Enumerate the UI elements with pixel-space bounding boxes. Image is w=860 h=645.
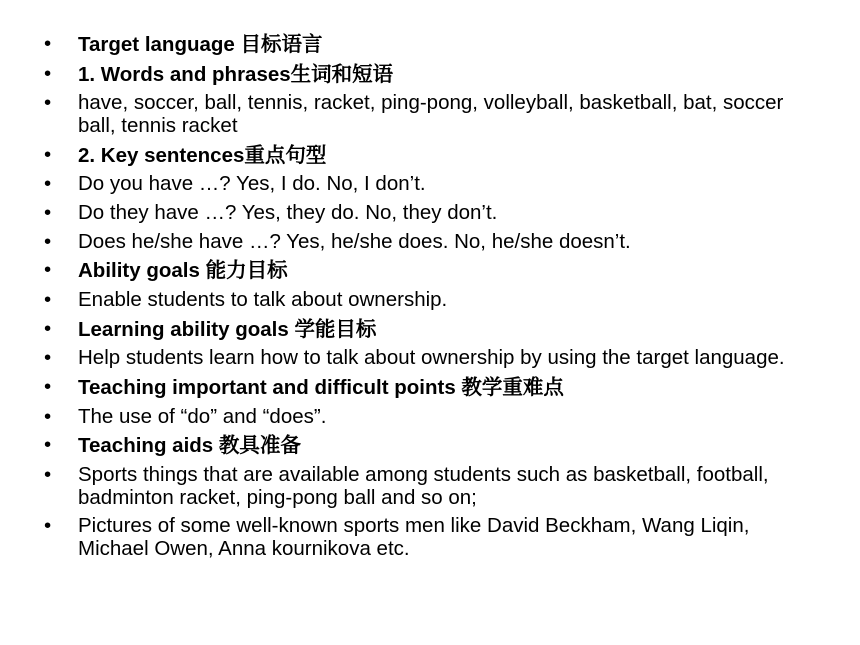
item-text: 2. Key sentences	[78, 143, 245, 167]
bullet-dot: •	[44, 316, 52, 340]
list-item	[44, 259, 814, 283]
item-text: Pictures of some well-known sports men like David Beckham, Wang Liqin, Michael Owen, Anna kournikova etc.	[78, 514, 750, 560]
list-item	[44, 376, 814, 400]
item-text: Do you have …? Yes, I do. No, I don’t.	[78, 172, 426, 196]
item-text: Does he/she have …? Yes, he/she does. No, he/she doesn’t.	[78, 229, 631, 253]
item-text: Enable students to talk about ownership.	[78, 288, 448, 311]
list-item	[44, 515, 814, 560]
item-text: Learning ability goals	[78, 317, 295, 341]
list-item	[44, 173, 814, 196]
item-text: Teaching important and difficult points	[78, 376, 462, 400]
bullet-dot: •	[44, 200, 52, 224]
item-text-cjk: 教具准备	[218, 433, 301, 458]
bullet-dot: •	[44, 404, 52, 428]
list-item	[44, 318, 814, 342]
item-text: have, soccer, ball, tennis, racket, ping-pong, volleyball, basketball, bat, soccer ball, tennis racket	[78, 91, 784, 137]
list-item	[44, 231, 814, 254]
bullet-dot: •	[44, 172, 52, 196]
list-item	[44, 347, 814, 370]
item-text: Do they have …? Yes, they do. No, they don’t.	[78, 200, 498, 224]
bullet-dot: •	[44, 229, 52, 253]
item-text-cjk: 学能目标	[294, 316, 377, 341]
list-item	[44, 406, 814, 429]
bullet-dot: •	[44, 61, 52, 85]
item-text: Help students learn how to talk about ownership by using the target language.	[78, 346, 785, 370]
item-text-cjk: 教学重难点	[461, 375, 564, 400]
item-text: Target language	[78, 33, 241, 56]
item-text: Teaching aids	[78, 434, 219, 458]
bullet-list	[44, 33, 814, 567]
list-item	[44, 464, 814, 509]
item-text-cjk: 生词和短语	[290, 61, 394, 86]
bullet-dot: •	[44, 346, 52, 370]
bullet-dot: •	[44, 375, 52, 399]
bullet-dot: •	[44, 463, 52, 487]
bullet-dot: •	[44, 32, 52, 55]
item-text: 1. Words and phrases	[78, 62, 291, 86]
item-text-cjk: 目标语言	[240, 32, 323, 56]
list-item	[44, 92, 814, 137]
item-text-cjk: 重点句型	[244, 142, 327, 167]
list-item	[44, 202, 814, 225]
bullet-dot: •	[44, 91, 52, 115]
bullet-dot: •	[44, 288, 52, 311]
list-item	[44, 144, 814, 168]
list-item	[44, 33, 814, 57]
list-item	[44, 289, 814, 312]
bullet-dot: •	[44, 142, 52, 166]
bullet-dot: •	[44, 433, 52, 457]
item-text: Sports things that are available among students such as basketball, football, badminton racket, ping-pong ball and so on;	[78, 463, 769, 509]
list-item	[44, 63, 814, 87]
item-text-cjk: 能力目标	[205, 258, 288, 283]
bullet-dot: •	[44, 258, 52, 282]
item-text: The use of “do” and “does”.	[78, 404, 327, 428]
list-item	[44, 434, 814, 458]
item-text: Ability goals	[78, 259, 206, 283]
bullet-dot: •	[44, 514, 52, 538]
